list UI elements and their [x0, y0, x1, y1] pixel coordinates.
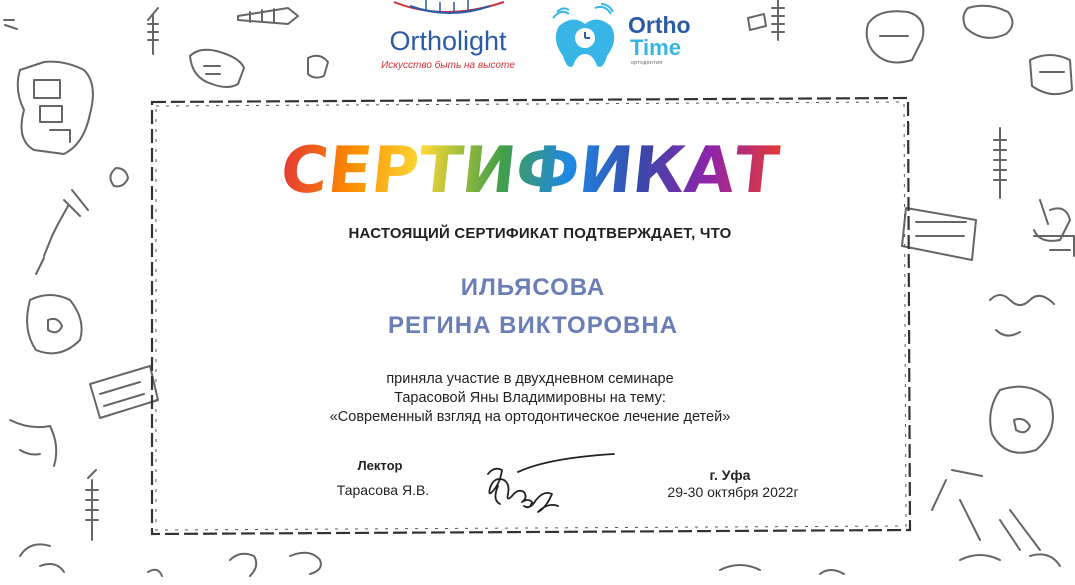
- orthotime-word-time: Time: [630, 35, 681, 60]
- lecturer-signature: [478, 452, 618, 516]
- orthotime-subtitle: ортодонтия: [631, 60, 663, 66]
- lecturer-label: Лектор: [357, 458, 403, 473]
- orthotime-logo: [545, 4, 705, 74]
- seminar-dates: 29-30 октября 2022г: [667, 484, 799, 500]
- recipient-surname: ИЛЬЯСОВА: [460, 274, 606, 301]
- description-line-1: приняла участие в двухдневном семинаре: [386, 371, 674, 387]
- logos-header: [370, 0, 710, 80]
- orthotime-word-ortho: Ortho: [628, 12, 691, 38]
- recipient-given-names: РЕГИНА ВИКТОРОВНА: [387, 312, 679, 339]
- description-line-3: «Современный взгляд на ортодонтическое лечение детей»: [329, 409, 731, 425]
- certificate-title-text: СЕРТИФИКАТ: [277, 133, 783, 208]
- ortholight-name: Ortholight: [389, 26, 507, 56]
- confirmation-line: НАСТОЯЩИЙ СЕРТИФИКАТ ПОДТВЕРЖДАЕТ, ЧТО: [348, 225, 732, 242]
- seminar-description: [230, 370, 830, 427]
- location-city: г. Уфа: [709, 467, 751, 483]
- tooth-clock-icon: [545, 4, 625, 70]
- description-line-2: Тарасовой Яны Владимировны на тему:: [394, 390, 666, 406]
- ortholight-emblem-icon: [370, 0, 530, 28]
- ortholight-tagline: Искусство быть на высоте: [381, 60, 515, 71]
- certificate-title: [277, 128, 783, 208]
- ortholight-logo: [370, 0, 530, 80]
- lecturer-name: Тарасова Я.В.: [336, 482, 430, 498]
